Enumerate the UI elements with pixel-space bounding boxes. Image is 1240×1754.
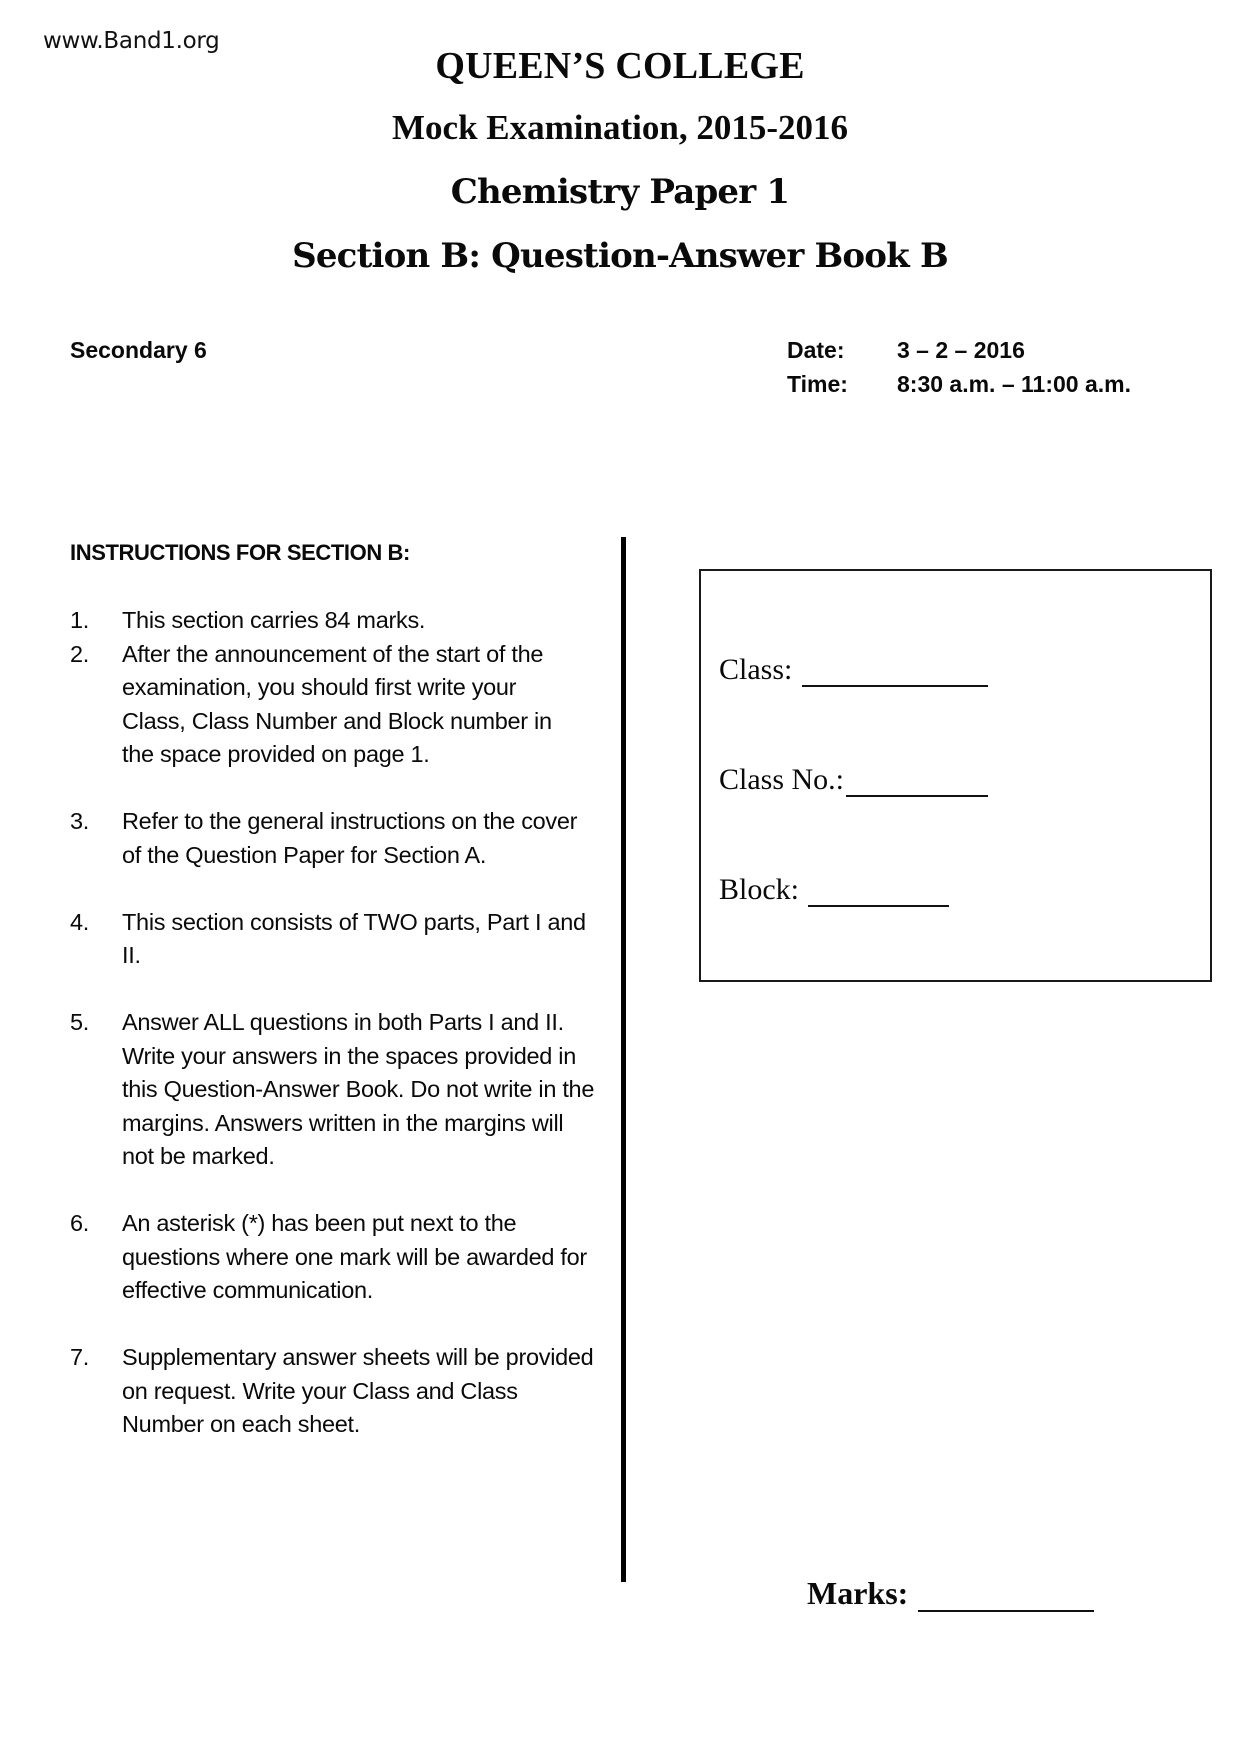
section-title: Section B: Question-Answer Book B bbox=[292, 236, 948, 276]
instruction-item bbox=[70, 1006, 610, 1174]
instruction-text: This section consists of TWO parts, Part I and II. bbox=[122, 908, 586, 968]
class-label: Class: bbox=[719, 653, 793, 686]
instruction-text: Supplementary answer sheets will be provided on request. Write your Class and Class Number on each sheet. bbox=[122, 1344, 594, 1437]
instruction-text: This section carries 84 marks. bbox=[122, 607, 426, 633]
instruction-text: An asterisk (*) has been put next to the questions where one mark will be awarded for effective communication. bbox=[122, 1210, 587, 1303]
marks-input-line[interactable] bbox=[918, 1582, 1094, 1612]
instruction-text: Answer ALL questions in both Parts I and II. Write your answers in the spaces provided in this Question-Answer Book. Do not write in the margins. Answers written in the margins will not be marked. bbox=[122, 1009, 595, 1169]
instruction-number: 5. bbox=[70, 1009, 89, 1035]
instruction-number: 6. bbox=[70, 1210, 89, 1236]
school-name: QUEEN’S COLLEGE bbox=[435, 45, 805, 87]
class-number-field bbox=[719, 763, 988, 797]
instruction-number: 2. bbox=[70, 640, 89, 667]
level-label: Secondary 6 bbox=[70, 337, 207, 363]
marks-label: Marks: bbox=[807, 1575, 909, 1611]
instruction-item bbox=[70, 1341, 610, 1442]
date-value: 3 – 2 – 2016 bbox=[897, 337, 1025, 363]
instruction-item bbox=[70, 1207, 610, 1308]
block-input-line[interactable] bbox=[808, 877, 949, 907]
instruction-number: 4. bbox=[70, 908, 89, 935]
paper-title: Chemistry Paper 1 bbox=[450, 172, 790, 212]
exam-title: Mock Examination, 2015-2016 bbox=[392, 108, 848, 147]
block-field bbox=[719, 873, 949, 907]
marks-field bbox=[807, 1575, 1094, 1612]
instruction-item bbox=[70, 906, 610, 973]
time-label: Time: bbox=[787, 371, 848, 397]
watermark-text: www.Band1.org bbox=[43, 28, 220, 54]
instruction-number: 3. bbox=[70, 808, 89, 834]
date-label: Date: bbox=[787, 337, 845, 363]
student-info-box bbox=[699, 569, 1212, 982]
vertical-divider bbox=[621, 537, 626, 1582]
instruction-item bbox=[70, 638, 610, 772]
instruction-text: After the announcement of the start of the examination, you should first write your Class, Class Number and Block number in the space provided on page 1. bbox=[122, 640, 552, 767]
time-value: 8:30 a.m. – 11:00 a.m. bbox=[897, 371, 1131, 397]
instructions-list bbox=[70, 604, 610, 1442]
block-label: Block: bbox=[719, 873, 799, 906]
instruction-number: 1. bbox=[70, 607, 89, 633]
class-input-line[interactable] bbox=[802, 657, 988, 687]
class-field bbox=[719, 653, 988, 687]
class-number-input-line[interactable] bbox=[846, 767, 988, 797]
instruction-item bbox=[70, 805, 610, 872]
instruction-number: 7. bbox=[70, 1344, 89, 1370]
instructions-heading: INSTRUCTIONS FOR SECTION B: bbox=[70, 540, 410, 565]
instruction-item bbox=[70, 604, 610, 638]
instruction-text: Refer to the general instructions on the cover of the Question Paper for Section A. bbox=[122, 808, 578, 868]
class-number-label: Class No.: bbox=[719, 763, 845, 796]
